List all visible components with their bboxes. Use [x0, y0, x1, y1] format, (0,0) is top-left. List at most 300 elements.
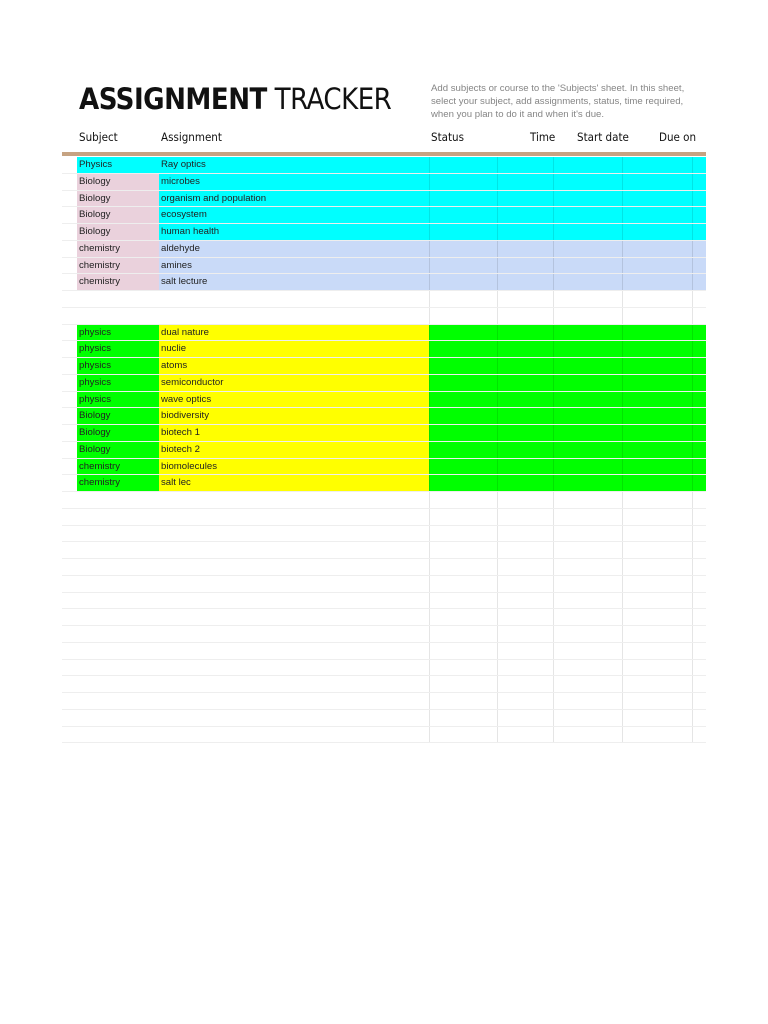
row-end-cell[interactable] [692, 425, 706, 441]
assignment-cell[interactable]: Ray optics [159, 157, 429, 173]
status-cell[interactable] [429, 492, 497, 508]
due-on-cell[interactable] [622, 408, 692, 424]
status-cell[interactable] [429, 727, 497, 743]
row-end-cell[interactable] [692, 308, 706, 324]
start-date-cell[interactable] [553, 258, 622, 274]
subject-cell[interactable] [77, 559, 159, 575]
time-cell[interactable] [497, 559, 553, 575]
status-cell[interactable] [429, 224, 497, 240]
status-cell[interactable] [429, 392, 497, 408]
time-cell[interactable] [497, 174, 553, 190]
due-on-cell[interactable] [622, 224, 692, 240]
row-gutter-cell[interactable] [62, 291, 77, 307]
status-cell[interactable] [429, 509, 497, 525]
subject-cell[interactable] [77, 710, 159, 726]
status-cell[interactable] [429, 375, 497, 391]
row-end-cell[interactable] [692, 693, 706, 709]
status-cell[interactable] [429, 710, 497, 726]
assignment-cell[interactable]: microbes [159, 174, 429, 190]
row-gutter-cell[interactable] [62, 241, 77, 257]
status-cell[interactable] [429, 408, 497, 424]
row-gutter-cell[interactable] [62, 174, 77, 190]
start-date-cell[interactable] [553, 408, 622, 424]
table-row [62, 593, 706, 610]
table-row [62, 174, 706, 191]
row-end-cell[interactable] [692, 157, 706, 173]
status-cell[interactable] [429, 693, 497, 709]
time-cell[interactable] [497, 291, 553, 307]
row-gutter-cell[interactable] [62, 609, 77, 625]
time-cell[interactable] [497, 425, 553, 441]
start-date-cell[interactable] [553, 727, 622, 743]
row-gutter-cell[interactable] [62, 727, 77, 743]
assignment-cell[interactable] [159, 710, 429, 726]
due-on-cell[interactable] [622, 727, 692, 743]
status-cell[interactable] [429, 308, 497, 324]
row-gutter-cell[interactable] [62, 593, 77, 609]
header-start-date: Start date [577, 130, 629, 144]
start-date-cell[interactable] [553, 492, 622, 508]
assignment-cell[interactable]: semiconductor [159, 375, 429, 391]
due-on-cell[interactable] [622, 559, 692, 575]
start-date-cell[interactable] [553, 358, 622, 374]
table-row [62, 609, 706, 626]
row-gutter-cell[interactable] [62, 542, 77, 558]
row-gutter-cell[interactable] [62, 408, 77, 424]
start-date-cell[interactable] [553, 392, 622, 408]
due-on-cell[interactable] [622, 626, 692, 642]
time-cell[interactable] [497, 492, 553, 508]
time-cell[interactable] [497, 660, 553, 676]
table-row [62, 626, 706, 643]
due-on-cell[interactable] [622, 676, 692, 692]
start-date-cell[interactable] [553, 643, 622, 659]
assignment-cell[interactable]: atoms [159, 358, 429, 374]
due-on-cell[interactable] [622, 207, 692, 223]
time-cell[interactable] [497, 542, 553, 558]
due-on-cell[interactable] [622, 341, 692, 357]
row-gutter-cell[interactable] [62, 626, 77, 642]
start-date-cell[interactable] [553, 542, 622, 558]
start-date-cell[interactable] [553, 375, 622, 391]
subject-cell[interactable]: chemistry [77, 459, 159, 475]
assignment-cell[interactable] [159, 559, 429, 575]
subject-cell[interactable]: Biology [77, 207, 159, 223]
table-row [62, 375, 706, 392]
row-gutter-cell[interactable] [62, 643, 77, 659]
row-end-cell[interactable] [692, 710, 706, 726]
time-cell[interactable] [497, 475, 553, 491]
status-cell[interactable] [429, 475, 497, 491]
start-date-cell[interactable] [553, 174, 622, 190]
row-gutter-cell[interactable] [62, 392, 77, 408]
time-cell[interactable] [497, 408, 553, 424]
assignment-cell[interactable]: dual nature [159, 325, 429, 341]
due-on-cell[interactable] [622, 258, 692, 274]
row-end-cell[interactable] [692, 325, 706, 341]
row-gutter-cell[interactable] [62, 375, 77, 391]
table-row [62, 224, 706, 241]
row-end-cell[interactable] [692, 207, 706, 223]
row-end-cell[interactable] [692, 358, 706, 374]
subject-cell[interactable] [77, 593, 159, 609]
time-cell[interactable] [497, 509, 553, 525]
due-on-cell[interactable] [622, 308, 692, 324]
subject-cell[interactable]: physics [77, 325, 159, 341]
time-cell[interactable] [497, 459, 553, 475]
subject-cell[interactable]: chemistry [77, 258, 159, 274]
start-date-cell[interactable] [553, 710, 622, 726]
row-gutter-cell[interactable] [62, 442, 77, 458]
row-end-cell[interactable] [692, 626, 706, 642]
row-end-cell[interactable] [692, 375, 706, 391]
subject-cell[interactable] [77, 693, 159, 709]
assignment-cell[interactable]: salt lec [159, 475, 429, 491]
status-cell[interactable] [429, 609, 497, 625]
status-cell[interactable] [429, 191, 497, 207]
time-cell[interactable] [497, 676, 553, 692]
subject-cell[interactable]: Biology [77, 174, 159, 190]
status-cell[interactable] [429, 341, 497, 357]
row-end-cell[interactable] [692, 258, 706, 274]
assignment-cell[interactable]: biotech 2 [159, 442, 429, 458]
status-cell[interactable] [429, 542, 497, 558]
due-on-cell[interactable] [622, 693, 692, 709]
due-on-cell[interactable] [622, 576, 692, 592]
due-on-cell[interactable] [622, 710, 692, 726]
assignment-cell[interactable]: biodiversity [159, 408, 429, 424]
due-on-cell[interactable] [622, 542, 692, 558]
time-cell[interactable] [497, 191, 553, 207]
due-on-cell[interactable] [622, 425, 692, 441]
assignment-cell[interactable] [159, 308, 429, 324]
due-on-cell[interactable] [622, 475, 692, 491]
status-cell[interactable] [429, 459, 497, 475]
table-row [62, 509, 706, 526]
due-on-cell[interactable] [622, 191, 692, 207]
status-cell[interactable] [429, 442, 497, 458]
status-cell[interactable] [429, 207, 497, 223]
time-cell[interactable] [497, 526, 553, 542]
assignment-cell[interactable]: wave optics [159, 392, 429, 408]
subject-cell[interactable]: Physics [77, 157, 159, 173]
status-cell[interactable] [429, 526, 497, 542]
time-cell[interactable] [497, 626, 553, 642]
assignment-cell[interactable]: human health [159, 224, 429, 240]
start-date-cell[interactable] [553, 157, 622, 173]
subject-cell[interactable]: physics [77, 341, 159, 357]
start-date-cell[interactable] [553, 308, 622, 324]
row-gutter-cell[interactable] [62, 358, 77, 374]
assignment-cell[interactable] [159, 542, 429, 558]
start-date-cell[interactable] [553, 224, 622, 240]
row-gutter-cell[interactable] [62, 492, 77, 508]
status-cell[interactable] [429, 291, 497, 307]
subject-cell[interactable]: Biology [77, 442, 159, 458]
row-gutter-cell[interactable] [62, 693, 77, 709]
subject-cell[interactable] [77, 676, 159, 692]
assignment-cell[interactable] [159, 526, 429, 542]
assignment-cell[interactable]: amines [159, 258, 429, 274]
start-date-cell[interactable] [553, 191, 622, 207]
start-date-cell[interactable] [553, 325, 622, 341]
table-row [62, 693, 706, 710]
row-end-cell[interactable] [692, 442, 706, 458]
subject-cell[interactable]: chemistry [77, 475, 159, 491]
status-cell[interactable] [429, 643, 497, 659]
time-cell[interactable] [497, 358, 553, 374]
table-row [62, 274, 706, 291]
assignment-cell[interactable]: biotech 1 [159, 425, 429, 441]
row-gutter-cell[interactable] [62, 559, 77, 575]
row-gutter-cell[interactable] [62, 258, 77, 274]
due-on-cell[interactable] [622, 291, 692, 307]
due-on-cell[interactable] [622, 174, 692, 190]
assignment-cell[interactable]: ecosystem [159, 207, 429, 223]
row-end-cell[interactable] [692, 492, 706, 508]
time-cell[interactable] [497, 593, 553, 609]
status-cell[interactable] [429, 676, 497, 692]
subject-cell[interactable] [77, 542, 159, 558]
start-date-cell[interactable] [553, 526, 622, 542]
assignment-cell[interactable]: nuclie [159, 341, 429, 357]
row-end-cell[interactable] [692, 392, 706, 408]
subject-cell[interactable]: Biology [77, 425, 159, 441]
subject-cell[interactable] [77, 576, 159, 592]
due-on-cell[interactable] [622, 492, 692, 508]
status-cell[interactable] [429, 174, 497, 190]
row-end-cell[interactable] [692, 643, 706, 659]
start-date-cell[interactable] [553, 609, 622, 625]
due-on-cell[interactable] [622, 241, 692, 257]
time-cell[interactable] [497, 207, 553, 223]
due-on-cell[interactable] [622, 274, 692, 290]
status-cell[interactable] [429, 626, 497, 642]
row-gutter-cell[interactable] [62, 526, 77, 542]
status-cell[interactable] [429, 274, 497, 290]
table-row [62, 157, 706, 174]
time-cell[interactable] [497, 157, 553, 173]
row-gutter-cell[interactable] [62, 509, 77, 525]
row-end-cell[interactable] [692, 509, 706, 525]
subject-cell[interactable]: physics [77, 392, 159, 408]
subject-cell[interactable] [77, 643, 159, 659]
time-cell[interactable] [497, 241, 553, 257]
time-cell[interactable] [497, 224, 553, 240]
due-on-cell[interactable] [622, 593, 692, 609]
assignment-cell[interactable] [159, 660, 429, 676]
row-end-cell[interactable] [692, 174, 706, 190]
status-cell[interactable] [429, 325, 497, 341]
subject-cell[interactable]: Biology [77, 191, 159, 207]
due-on-cell[interactable] [622, 459, 692, 475]
due-on-cell[interactable] [622, 526, 692, 542]
row-end-cell[interactable] [692, 542, 706, 558]
due-on-cell[interactable] [622, 325, 692, 341]
table-row [62, 442, 706, 459]
status-cell[interactable] [429, 660, 497, 676]
row-gutter-cell[interactable] [62, 191, 77, 207]
start-date-cell[interactable] [553, 341, 622, 357]
assignment-cell[interactable] [159, 492, 429, 508]
start-date-cell[interactable] [553, 442, 622, 458]
time-cell[interactable] [497, 609, 553, 625]
row-end-cell[interactable] [692, 191, 706, 207]
subject-cell[interactable]: Biology [77, 408, 159, 424]
assignment-cell[interactable] [159, 509, 429, 525]
row-gutter-cell[interactable] [62, 341, 77, 357]
assignment-cell[interactable] [159, 593, 429, 609]
subject-cell[interactable] [77, 727, 159, 743]
due-on-cell[interactable] [622, 157, 692, 173]
time-cell[interactable] [497, 693, 553, 709]
time-cell[interactable] [497, 643, 553, 659]
row-gutter-cell[interactable] [62, 207, 77, 223]
time-cell[interactable] [497, 258, 553, 274]
row-gutter-cell[interactable] [62, 710, 77, 726]
due-on-cell[interactable] [622, 358, 692, 374]
subject-cell[interactable] [77, 609, 159, 625]
row-end-cell[interactable] [692, 241, 706, 257]
due-on-cell[interactable] [622, 442, 692, 458]
row-end-cell[interactable] [692, 475, 706, 491]
row-end-cell[interactable] [692, 341, 706, 357]
due-on-cell[interactable] [622, 643, 692, 659]
status-cell[interactable] [429, 576, 497, 592]
time-cell[interactable] [497, 727, 553, 743]
row-gutter-cell[interactable] [62, 576, 77, 592]
row-gutter-cell[interactable] [62, 325, 77, 341]
due-on-cell[interactable] [622, 392, 692, 408]
start-date-cell[interactable] [553, 241, 622, 257]
header-assignment: Assignment [161, 130, 222, 144]
assignment-cell[interactable] [159, 643, 429, 659]
status-cell[interactable] [429, 425, 497, 441]
status-cell[interactable] [429, 358, 497, 374]
subject-cell[interactable] [77, 509, 159, 525]
subject-cell[interactable]: Biology [77, 224, 159, 240]
start-date-cell[interactable] [553, 274, 622, 290]
row-gutter-cell[interactable] [62, 676, 77, 692]
subject-cell[interactable] [77, 660, 159, 676]
row-gutter-cell[interactable] [62, 224, 77, 240]
row-end-cell[interactable] [692, 559, 706, 575]
row-end-cell[interactable] [692, 408, 706, 424]
status-cell[interactable] [429, 593, 497, 609]
due-on-cell[interactable] [622, 609, 692, 625]
start-date-cell[interactable] [553, 509, 622, 525]
start-date-cell[interactable] [553, 425, 622, 441]
start-date-cell[interactable] [553, 626, 622, 642]
row-end-cell[interactable] [692, 609, 706, 625]
row-end-cell[interactable] [692, 224, 706, 240]
table-row [62, 308, 706, 325]
assignment-cell[interactable] [159, 291, 429, 307]
due-on-cell[interactable] [622, 509, 692, 525]
status-cell[interactable] [429, 559, 497, 575]
status-cell[interactable] [429, 241, 497, 257]
start-date-cell[interactable] [553, 693, 622, 709]
status-cell[interactable] [429, 258, 497, 274]
subject-cell[interactable]: physics [77, 375, 159, 391]
start-date-cell[interactable] [553, 593, 622, 609]
assignment-cell[interactable] [159, 609, 429, 625]
subject-cell[interactable] [77, 492, 159, 508]
start-date-cell[interactable] [553, 660, 622, 676]
subject-cell[interactable] [77, 526, 159, 542]
start-date-cell[interactable] [553, 559, 622, 575]
row-gutter-cell[interactable] [62, 157, 77, 173]
start-date-cell[interactable] [553, 475, 622, 491]
row-end-cell[interactable] [692, 576, 706, 592]
assignment-cell[interactable]: aldehyde [159, 241, 429, 257]
table-row [62, 291, 706, 308]
start-date-cell[interactable] [553, 676, 622, 692]
subject-cell[interactable] [77, 308, 159, 324]
row-gutter-cell[interactable] [62, 425, 77, 441]
row-end-cell[interactable] [692, 291, 706, 307]
start-date-cell[interactable] [553, 459, 622, 475]
assignment-cell[interactable] [159, 626, 429, 642]
subject-cell[interactable]: chemistry [77, 241, 159, 257]
row-end-cell[interactable] [692, 676, 706, 692]
start-date-cell[interactable] [553, 576, 622, 592]
row-end-cell[interactable] [692, 660, 706, 676]
time-cell[interactable] [497, 341, 553, 357]
time-cell[interactable] [497, 710, 553, 726]
subject-cell[interactable]: chemistry [77, 274, 159, 290]
assignment-cell[interactable] [159, 693, 429, 709]
row-end-cell[interactable] [692, 727, 706, 743]
time-cell[interactable] [497, 392, 553, 408]
row-gutter-cell[interactable] [62, 459, 77, 475]
time-cell[interactable] [497, 274, 553, 290]
assignment-table [62, 157, 706, 743]
due-on-cell[interactable] [622, 660, 692, 676]
assignment-cell[interactable]: salt lecture [159, 274, 429, 290]
header-time: Time [530, 130, 556, 144]
row-gutter-cell[interactable] [62, 660, 77, 676]
assignment-cell[interactable] [159, 676, 429, 692]
table-row [62, 526, 706, 543]
row-gutter-cell[interactable] [62, 274, 77, 290]
table-row [62, 492, 706, 509]
row-end-cell[interactable] [692, 526, 706, 542]
time-cell[interactable] [497, 375, 553, 391]
time-cell[interactable] [497, 442, 553, 458]
row-end-cell[interactable] [692, 459, 706, 475]
start-date-cell[interactable] [553, 207, 622, 223]
assignment-cell[interactable]: organism and population [159, 191, 429, 207]
start-date-cell[interactable] [553, 291, 622, 307]
time-cell[interactable] [497, 325, 553, 341]
assignment-cell[interactable] [159, 727, 429, 743]
due-on-cell[interactable] [622, 375, 692, 391]
time-cell[interactable] [497, 576, 553, 592]
status-cell[interactable] [429, 157, 497, 173]
row-end-cell[interactable] [692, 274, 706, 290]
row-gutter-cell[interactable] [62, 475, 77, 491]
table-row [62, 325, 706, 342]
subject-cell[interactable] [77, 626, 159, 642]
time-cell[interactable] [497, 308, 553, 324]
row-end-cell[interactable] [692, 593, 706, 609]
assignment-cell[interactable] [159, 576, 429, 592]
subject-cell[interactable]: physics [77, 358, 159, 374]
subject-cell[interactable] [77, 291, 159, 307]
assignment-cell[interactable]: biomolecules [159, 459, 429, 475]
row-gutter-cell[interactable] [62, 308, 77, 324]
